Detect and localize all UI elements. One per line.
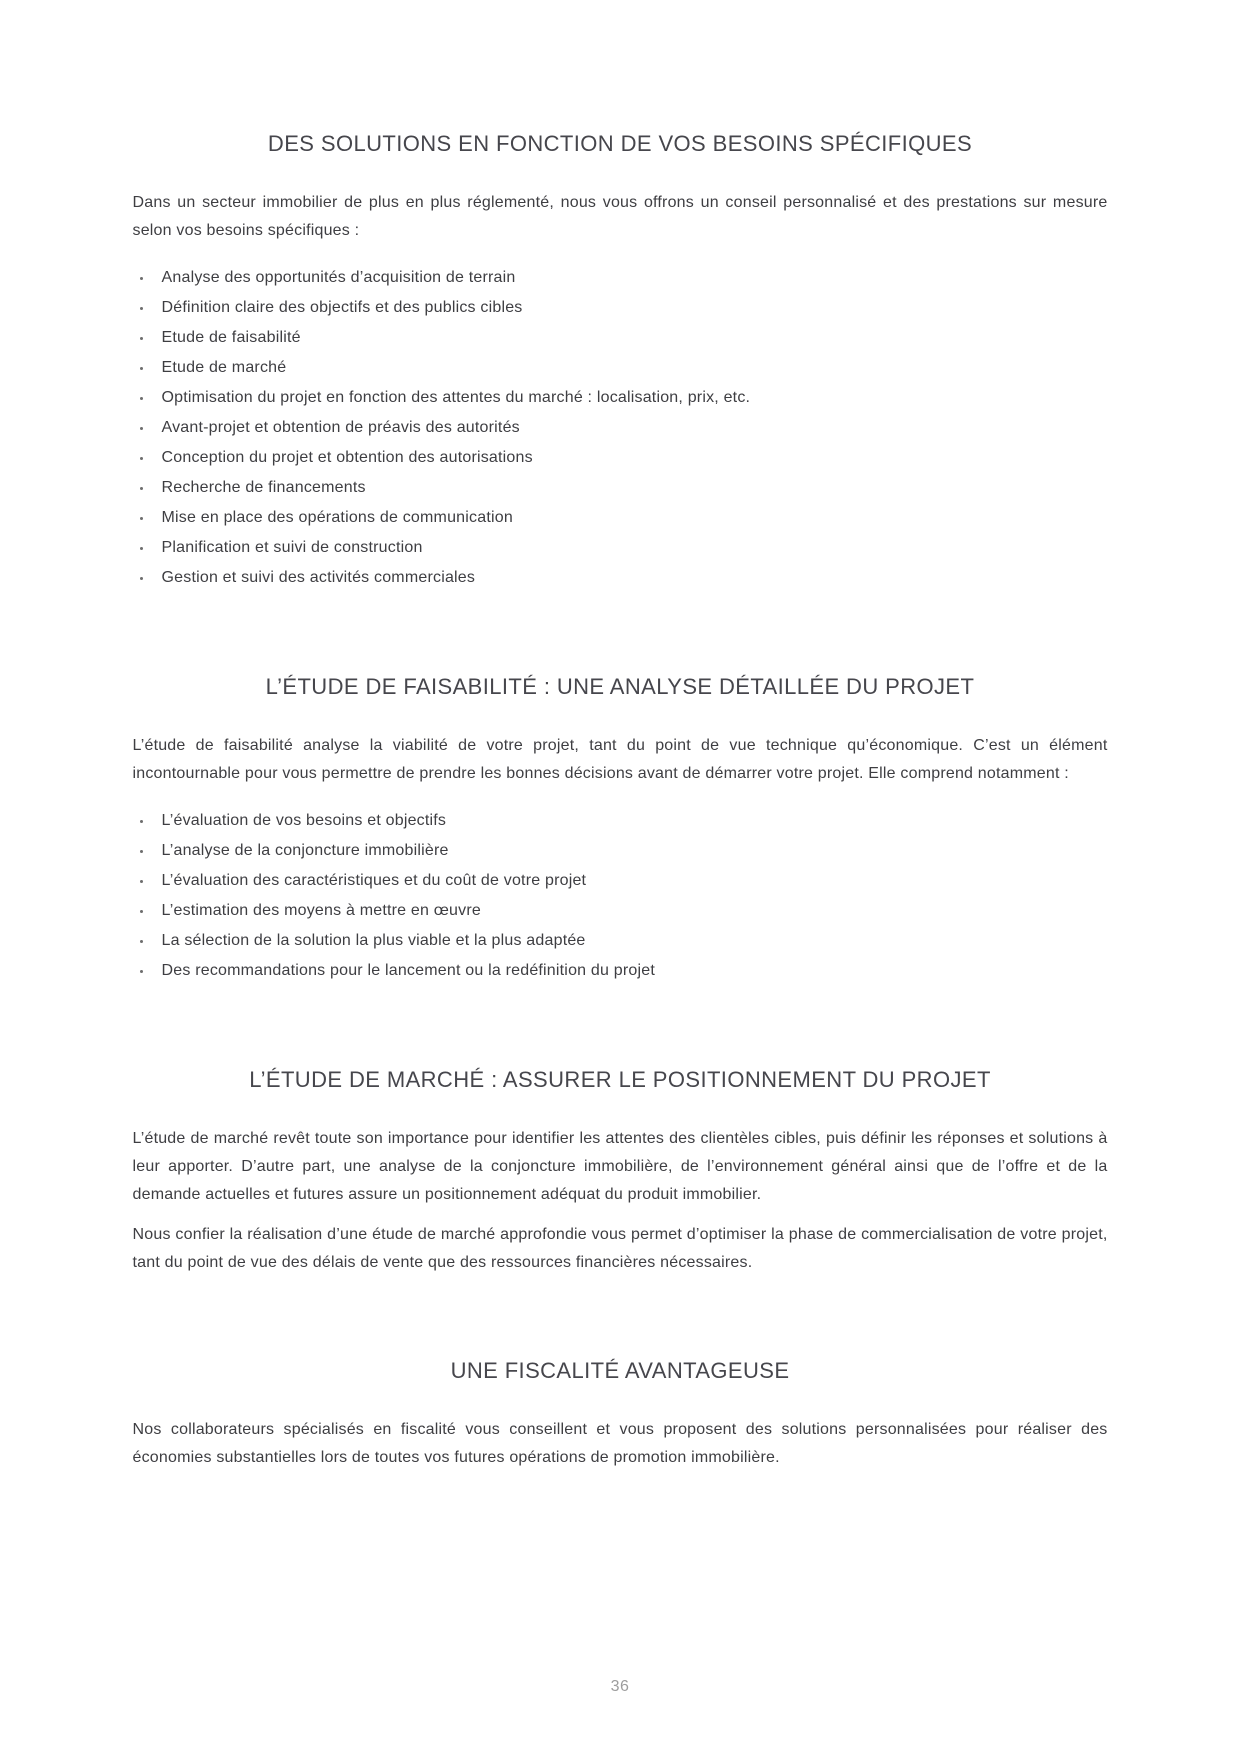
section-etude-faisabilite <box>133 673 1108 986</box>
bullet-icon <box>140 547 143 550</box>
bullet-icon <box>140 940 143 943</box>
bullet-icon <box>140 487 143 490</box>
bullet-icon <box>140 970 143 973</box>
bullet-icon <box>140 517 143 520</box>
bullet-list <box>133 263 1108 593</box>
page-number: 36 <box>610 1678 630 1695</box>
list-item <box>133 503 1108 533</box>
list-item-text: L’évaluation de vos besoins et objectifs <box>161 812 447 829</box>
section-heading: L’ÉTUDE DE FAISABILITÉ : UNE ANALYSE DÉTAILLÉE DU PROJET <box>265 674 975 699</box>
bullet-icon <box>140 337 143 340</box>
list-item-text: Etude de faisabilité <box>161 329 301 346</box>
list-item-text: Optimisation du projet en fonction des attentes du marché : localisation, prix, etc. <box>161 389 751 406</box>
list-item <box>133 563 1108 593</box>
section-solutions <box>133 130 1108 593</box>
paragraph: Nos collaborateurs spécialisés en fiscalité vous conseillent et vous proposent des solutions personnalisées pour réaliser des économies substantielles lors de toutes vos futures opérations de promotion immobilière. <box>132 1421 1108 1466</box>
list-item-text: Conception du projet et obtention des autorisations <box>161 449 533 466</box>
bullet-icon <box>140 850 143 853</box>
bullet-icon <box>140 910 143 913</box>
list-item <box>133 353 1108 383</box>
list-item <box>133 323 1108 353</box>
list-item-text: L’évaluation des caractéristiques et du coût de votre projet <box>161 872 587 889</box>
bullet-icon <box>140 307 143 310</box>
list-item-text: Mise en place des opérations de communication <box>161 509 513 526</box>
paragraph: Dans un secteur immobilier de plus en plus réglementé, nous vous offrons un conseil personnalisé et des prestations sur mesure selon vos besoins spécifiques : <box>132 194 1108 239</box>
paragraph: L’étude de marché revêt toute son importance pour identifier les attentes des clientèles cibles, puis définir les réponses et solutions à leur apporter. D’autre part, une analyse de la conjoncture immobilière, de l’environnement général ainsi que de l’offre et de la demande actuelles et futures assure un positionnement adéquat du produit immobilier. <box>132 1130 1108 1203</box>
list-item <box>133 533 1108 563</box>
bullet-icon <box>140 457 143 460</box>
list-item <box>133 293 1108 323</box>
bullet-icon <box>140 880 143 883</box>
bullet-icon <box>140 367 143 370</box>
list-item <box>133 443 1108 473</box>
list-item-text: Gestion et suivi des activités commerciales <box>161 569 476 586</box>
list-item-text: Analyse des opportunités d’acquisition de terrain <box>161 269 516 286</box>
list-item <box>133 896 1108 926</box>
section-etude-marche <box>133 1066 1108 1277</box>
bullet-icon <box>140 577 143 580</box>
list-item-text: Avant-projet et obtention de préavis des autorités <box>161 419 520 436</box>
bullet-icon <box>140 820 143 823</box>
section-heading: DES SOLUTIONS EN FONCTION DE VOS BESOINS SPÉCIFIQUES <box>267 131 973 156</box>
list-item <box>133 836 1108 866</box>
document-page <box>133 0 1108 1472</box>
paragraph: Nous confier la réalisation d’une étude de marché approfondie vous permet d’optimiser la phase de commercialisation de votre projet, tant du point de vue des délais de vente que des ressources financières nécessaires. <box>132 1226 1108 1271</box>
list-item <box>133 926 1108 956</box>
list-item <box>133 473 1108 503</box>
list-item-text: Des recommandations pour le lancement ou la redéfinition du projet <box>161 962 655 979</box>
list-item-text: Définition claire des objectifs et des publics cibles <box>161 299 523 316</box>
list-item <box>133 866 1108 896</box>
section-heading: UNE FISCALITÉ AVANTAGEUSE <box>450 1358 790 1383</box>
list-item-text: Recherche de financements <box>161 479 366 496</box>
bullet-list <box>133 806 1108 986</box>
list-item-text: La sélection de la solution la plus viable et la plus adaptée <box>161 932 586 949</box>
list-item-text: L’analyse de la conjoncture immobilière <box>161 842 449 859</box>
list-item-text: Etude de marché <box>161 359 287 376</box>
list-item <box>133 806 1108 836</box>
list-item-text: L’estimation des moyens à mettre en œuvre <box>161 902 481 919</box>
list-item <box>133 263 1108 293</box>
list-item <box>133 413 1108 443</box>
list-item <box>133 383 1108 413</box>
bullet-icon <box>140 397 143 400</box>
section-fiscalite <box>133 1357 1108 1472</box>
bullet-icon <box>140 277 143 280</box>
bullet-icon <box>140 427 143 430</box>
paragraph: L’étude de faisabilité analyse la viabilité de votre projet, tant du point de vue technique qu’économique. C’est un élément incontournable pour vous permettre de prendre les bonnes décisions avant de démarrer votre projet. Elle comprend notamment : <box>132 737 1108 782</box>
section-heading: L’ÉTUDE DE MARCHÉ : ASSURER LE POSITIONNEMENT DU PROJET <box>249 1067 991 1092</box>
list-item-text: Planification et suivi de construction <box>161 539 423 556</box>
list-item <box>133 956 1108 986</box>
